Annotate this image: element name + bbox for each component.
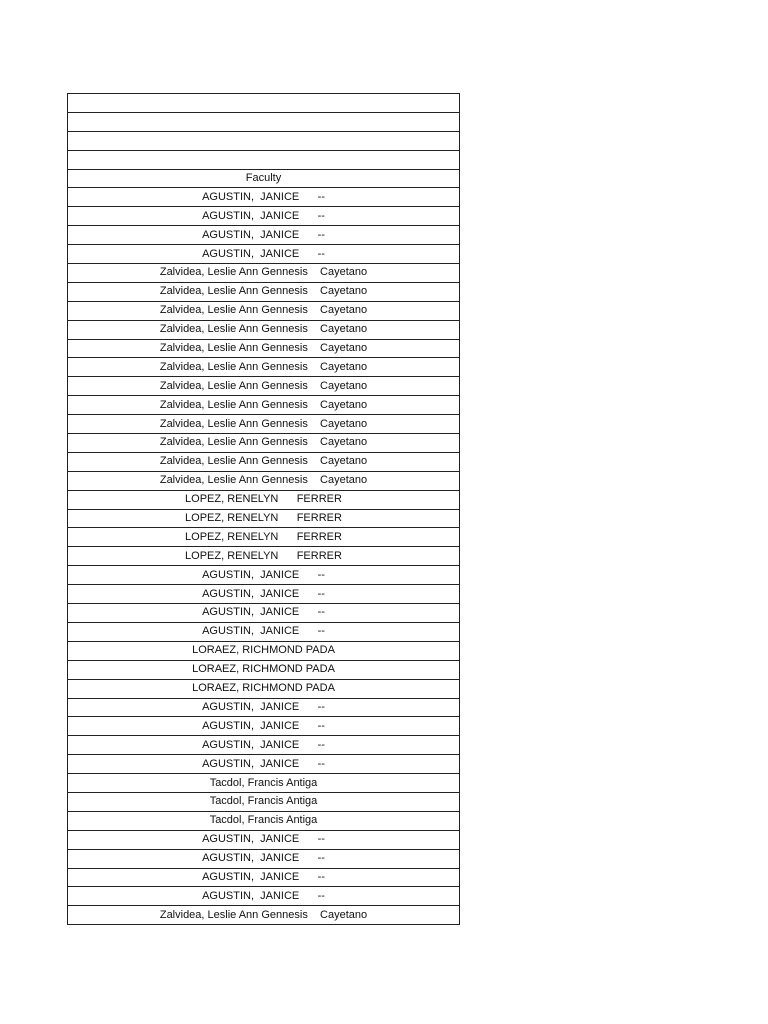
table-row [68,339,460,358]
faculty-cell: AGUSTIN, JANICE -- [68,207,460,226]
faculty-cell: AGUSTIN, JANICE -- [68,887,460,906]
faculty-cell: Zalvidea, Leslie Ann Gennesis Cayetano [68,377,460,396]
table-row [68,150,460,169]
faculty-cell: Zalvidea, Leslie Ann Gennesis Cayetano [68,906,460,925]
table-row [68,471,460,490]
table-row [68,245,460,264]
table-row [68,264,460,283]
faculty-cell: Tacdol, Francis Antiga [68,792,460,811]
table-row [68,528,460,547]
table-row [68,282,460,301]
table-row [68,112,460,131]
faculty-cell: Zalvidea, Leslie Ann Gennesis Cayetano [68,320,460,339]
faculty-cell [68,94,460,113]
table-row [68,868,460,887]
faculty-cell: AGUSTIN, JANICE -- [68,226,460,245]
table-row [68,906,460,925]
table-row [68,301,460,320]
table-row [68,830,460,849]
table-row [68,490,460,509]
table-row [68,811,460,830]
table-row [68,774,460,793]
table-row [68,604,460,623]
table-row [68,452,460,471]
table-row [68,717,460,736]
header-row [68,169,460,188]
faculty-cell: Zalvidea, Leslie Ann Gennesis Cayetano [68,264,460,283]
faculty-cell: AGUSTIN, JANICE -- [68,849,460,868]
table-row [68,226,460,245]
table-row [68,358,460,377]
faculty-cell: LORAEZ, RICHMOND PADA [68,660,460,679]
faculty-cell: LOPEZ, RENELYN FERRER [68,528,460,547]
faculty-cell: AGUSTIN, JANICE -- [68,736,460,755]
table-row [68,94,460,113]
faculty-cell [68,131,460,150]
faculty-cell [68,150,460,169]
faculty-cell: AGUSTIN, JANICE -- [68,566,460,585]
faculty-cell [68,112,460,131]
table-row [68,547,460,566]
faculty-header-cell: Faculty [68,169,460,188]
table-row [68,188,460,207]
faculty-cell: AGUSTIN, JANICE -- [68,755,460,774]
faculty-table-body [68,94,460,925]
table-row [68,622,460,641]
faculty-cell: LOPEZ, RENELYN FERRER [68,490,460,509]
table-row [68,755,460,774]
table-row [68,679,460,698]
faculty-cell: Zalvidea, Leslie Ann Gennesis Cayetano [68,471,460,490]
faculty-cell: AGUSTIN, JANICE -- [68,698,460,717]
faculty-cell: AGUSTIN, JANICE -- [68,188,460,207]
table-row [68,566,460,585]
table-row [68,509,460,528]
faculty-cell: Tacdol, Francis Antiga [68,774,460,793]
table-row [68,641,460,660]
faculty-cell: AGUSTIN, JANICE -- [68,830,460,849]
table-row [68,660,460,679]
table-row [68,207,460,226]
faculty-cell: Zalvidea, Leslie Ann Gennesis Cayetano [68,282,460,301]
faculty-cell: AGUSTIN, JANICE -- [68,585,460,604]
faculty-cell: AGUSTIN, JANICE -- [68,622,460,641]
faculty-cell: LORAEZ, RICHMOND PADA [68,641,460,660]
faculty-cell: AGUSTIN, JANICE -- [68,868,460,887]
faculty-cell: Zalvidea, Leslie Ann Gennesis Cayetano [68,301,460,320]
faculty-cell: AGUSTIN, JANICE -- [68,245,460,264]
faculty-cell: Zalvidea, Leslie Ann Gennesis Cayetano [68,434,460,453]
faculty-cell: LORAEZ, RICHMOND PADA [68,679,460,698]
table-row [68,792,460,811]
faculty-cell: Zalvidea, Leslie Ann Gennesis Cayetano [68,396,460,415]
table-row [68,698,460,717]
table-row [68,415,460,434]
table-row [68,320,460,339]
faculty-cell: LOPEZ, RENELYN FERRER [68,547,460,566]
table-row [68,131,460,150]
faculty-cell: AGUSTIN, JANICE -- [68,604,460,623]
table-row [68,585,460,604]
table-row [68,887,460,906]
table-row [68,377,460,396]
table-row [68,736,460,755]
faculty-cell: Zalvidea, Leslie Ann Gennesis Cayetano [68,339,460,358]
table-row [68,849,460,868]
faculty-cell: AGUSTIN, JANICE -- [68,717,460,736]
faculty-cell: Zalvidea, Leslie Ann Gennesis Cayetano [68,358,460,377]
faculty-cell: Zalvidea, Leslie Ann Gennesis Cayetano [68,452,460,471]
table-row [68,434,460,453]
faculty-cell: Zalvidea, Leslie Ann Gennesis Cayetano [68,415,460,434]
faculty-cell: Tacdol, Francis Antiga [68,811,460,830]
table-row [68,396,460,415]
faculty-table [67,93,460,925]
faculty-cell: LOPEZ, RENELYN FERRER [68,509,460,528]
